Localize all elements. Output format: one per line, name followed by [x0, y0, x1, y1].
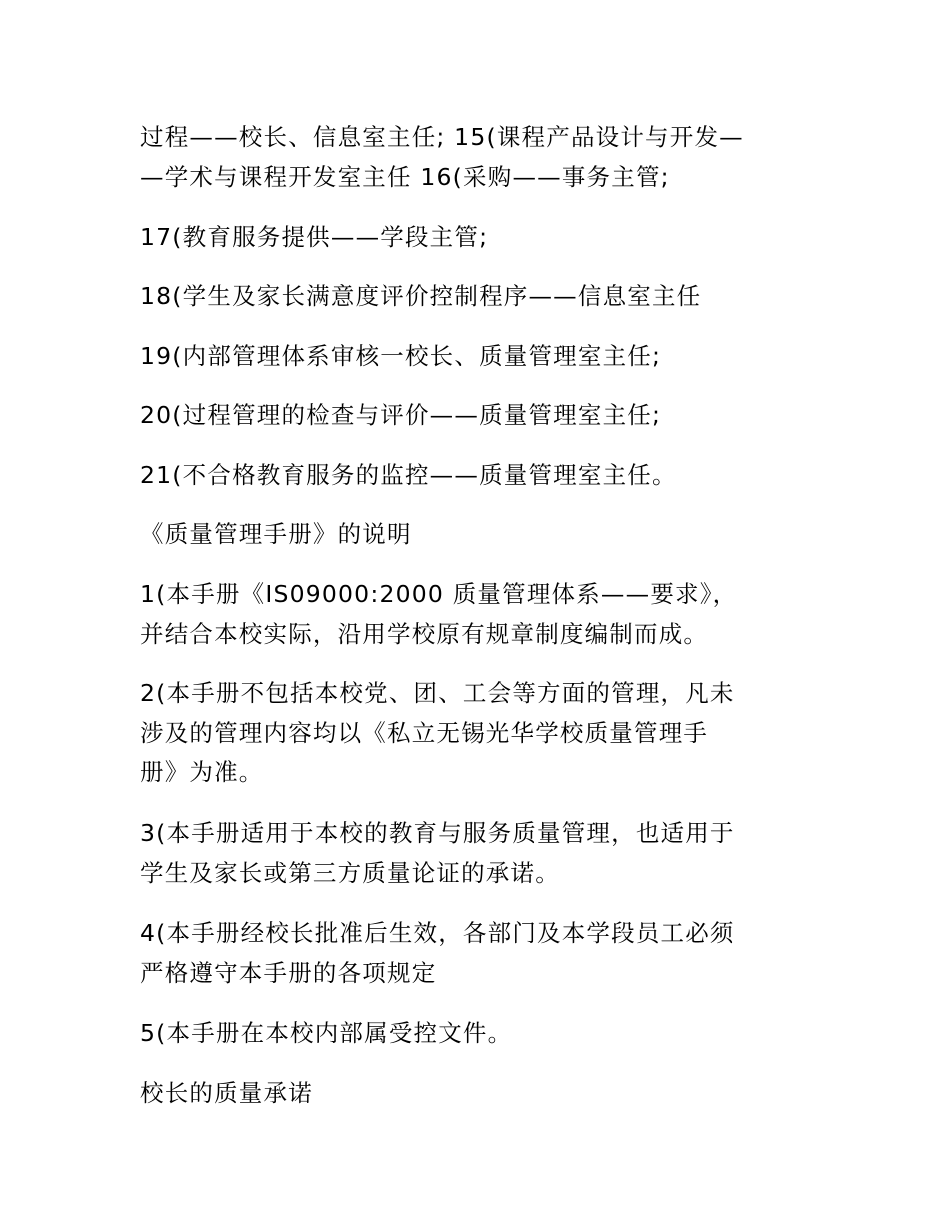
text-line: 19(内部管理体系审核一校长、质量管理室主任;: [140, 342, 662, 370]
text-line: 3(本手册适用于本校的教育与服务质量管理，也适用于: [140, 819, 735, 847]
text-line: 《质量管理手册》的说明: [140, 520, 412, 548]
text-line: 严格遵守本手册的各项规定: [140, 958, 437, 987]
paragraph-item-18: [140, 277, 820, 317]
text-line: 并结合本校实际，沿用学校原有规章制度编制而成。: [140, 619, 709, 648]
paragraph-item-21: [140, 456, 820, 496]
text-line: 学生及家长或第三方质量论证的承诺。: [140, 858, 560, 887]
paragraph-note-1: [140, 575, 820, 654]
paragraph-item-17: [140, 218, 820, 258]
text-line: 涉及的管理内容均以《私立无锡光华学校质量管理手: [140, 718, 709, 747]
text-line: 4(本手册经校长批准后生效，各部门及本学段员工必须: [140, 919, 735, 947]
text-line: 校长的质量承诺: [140, 1079, 313, 1107]
text-line: —学术与课程开发室主任 16(采购——事务主管;: [140, 162, 670, 191]
paragraph-process-list-15-16: [140, 118, 820, 197]
text-line: 17(教育服务提供——学段主管;: [140, 223, 489, 251]
paragraph-item-20: [140, 396, 820, 436]
text-line: 18(学生及家长满意度评价控制程序——信息室主任: [140, 282, 702, 310]
text-line: 5(本手册在本校内部属受控文件。: [140, 1019, 513, 1047]
text-line: 过程——校长、信息室主任; 15(课程产品设计与开发—: [140, 123, 744, 151]
text-line: 1(本手册《IS09000:2000 质量管理体系——要求》，: [140, 580, 738, 608]
paragraph-note-5: [140, 1014, 820, 1054]
section-heading-principal-commitment: [140, 1074, 820, 1114]
text-line: 2(本手册不包括本校党、团、工会等方面的管理，凡未: [140, 679, 735, 707]
section-heading-manual-notes: [140, 515, 820, 555]
text-line: 册》为准。: [140, 758, 264, 786]
paragraph-note-2: [140, 674, 820, 793]
text-line: 20(过程管理的检查与评价——质量管理室主任;: [140, 401, 662, 429]
paragraph-item-19: [140, 337, 820, 377]
text-line: 21(不合格教育服务的监控——质量管理室主任。: [140, 461, 677, 489]
paragraph-note-3: [140, 814, 820, 893]
paragraph-note-4: [140, 914, 820, 993]
